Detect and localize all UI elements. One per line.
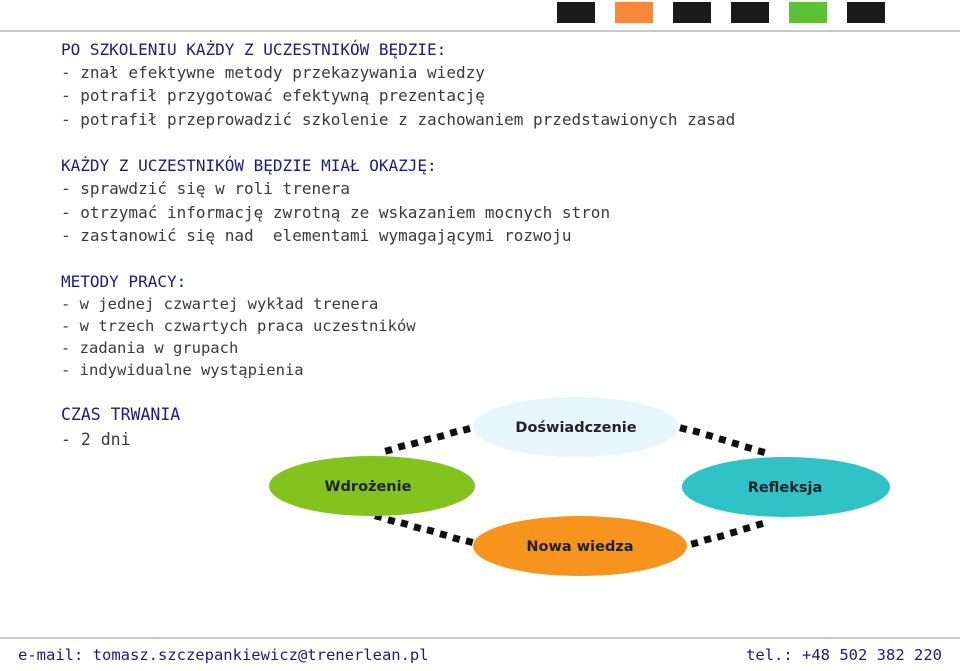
section-opportunity xyxy=(61,154,610,248)
list-item: - otrzymać informację zwrotną ze wskazaniem mocnych stron xyxy=(61,202,611,222)
list-item: - zastanowić się nad elementami wymagającymi rozwoju xyxy=(61,226,572,246)
list-item: - sprawdzić się w roli trenera xyxy=(61,179,350,198)
cycle-node-left xyxy=(269,456,475,516)
cycle-node-top xyxy=(473,397,679,457)
arrow-bottom-right xyxy=(677,520,764,552)
section-heading: PO SZKOLENIU KAŻDY Z UCZESTNIKÓW BĘDZIE: xyxy=(61,40,447,59)
section-heading: KAŻDY Z UCZESTNIKÓW BĘDZIE MIAŁ OKAZJĘ: xyxy=(61,156,437,175)
duration-value: - 2 dni xyxy=(61,430,131,449)
footer-phone[interactable]: tel.: +48 502 382 220 xyxy=(746,646,942,664)
section-heading: METODY PRACY: xyxy=(61,272,187,291)
cycle-node-right xyxy=(682,457,890,517)
section-duration xyxy=(61,402,180,452)
list-item: - potrafił przygotować efektywną prezentację xyxy=(61,86,485,106)
cycle-node-right-label: Refleksja xyxy=(747,480,823,496)
cycle-node-left-label: Wdrożenie xyxy=(324,479,412,495)
bottom-divider xyxy=(0,637,960,639)
list-item: - zadania w grupach xyxy=(61,339,239,357)
arrow-top-left xyxy=(384,425,471,455)
section-heading: CZAS TRWANIA xyxy=(61,405,181,424)
cycle-node-bottom xyxy=(473,516,687,576)
list-item: - w jednej czwartej wykład trenera xyxy=(61,295,379,313)
cycle-node-bottom-label: Nowa wiedza xyxy=(526,539,634,555)
list-item: - potrafił przeprowadzić szkolenie z zachowaniem przedstawionych zasad xyxy=(61,109,736,129)
section-methods xyxy=(61,270,416,381)
arrow-bottom-left xyxy=(374,512,474,546)
cycle-node-top-label: Doświadczenie xyxy=(515,420,637,436)
list-item: - w trzech czwartych praca uczestników xyxy=(61,317,416,335)
list-item: - znał efektywne metody przekazywania wiedzy xyxy=(61,63,485,82)
section-after-training xyxy=(61,38,735,131)
arrow-top-right xyxy=(679,424,766,456)
footer-email[interactable]: e-mail: tomasz.szczepankiewicz@trenerlean.pl xyxy=(18,646,429,664)
list-item: - indywidualne wystąpienia xyxy=(61,361,304,379)
